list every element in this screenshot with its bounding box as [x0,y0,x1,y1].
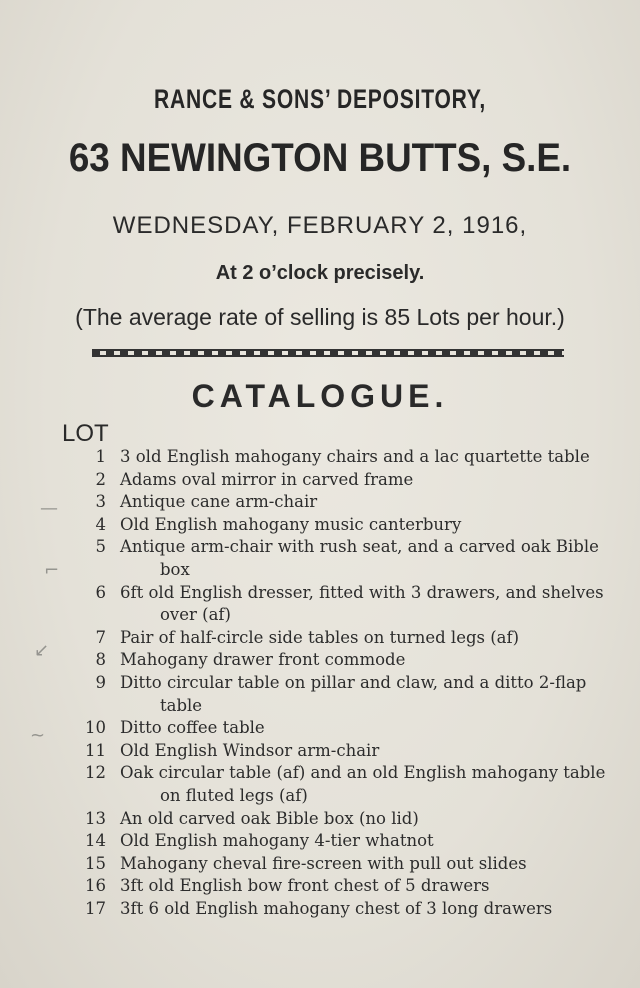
pencil-mark: — [40,498,58,519]
sale-time: At 2 o’clock precisely. [215,262,425,284]
pencil-mark: ↙ [34,640,50,661]
lot-description: Oak circular table (af) and an old English mahogany table [120,763,606,783]
lot-column-header: LOT [62,420,109,447]
lot-number: 8 [95,650,106,670]
lot-description: Antique arm-chair with rush seat, and a carved oak Bible [120,537,599,557]
lot-number: 4 [95,514,106,534]
depository-name: RANCE & SONS’ DEPOSITORY, [154,84,486,114]
lot-number: 15 [85,853,106,873]
lot-description: Old English mahogany 4-tier whatnot [120,831,434,851]
lot-description-continuation: over (af) [160,605,231,625]
lot-description: 3ft 6 old English mahogany chest of 3 long drawers [120,899,553,918]
depository-address: 63 NEWINGTON BUTTS, S.E. [68,136,572,180]
lot-number: 1 [95,447,106,466]
lot-description-continuation: on fluted legs (af) [160,786,308,805]
lot-description: An old carved oak Bible box (no lid) [120,808,419,828]
lot-number: 11 [85,740,106,760]
lot-description: Pair of half-circle side tables on turned legs (af) [120,627,520,647]
lot-number: 2 [95,469,106,489]
lot-number: 14 [85,831,106,851]
lot-description: 3 old English mahogany chairs and a lac quartette table [120,447,590,466]
lot-number: 3 [95,492,106,512]
lot-description: Old English Windsor arm-chair [120,740,380,760]
lot-number: 6 [95,582,106,602]
lot-description: Mahogany cheval fire-screen with pull out slides [120,853,527,873]
lot-description-continuation: box [160,560,190,579]
lot-description: Ditto coffee table [120,718,265,738]
lot-description: Mahogany drawer front commode [120,650,406,670]
pencil-mark: ⌐ [44,560,60,581]
lot-number: 7 [95,627,106,647]
lot-number: 13 [85,808,106,828]
lot-number: 10 [85,718,106,738]
lot-description-continuation: table [160,695,203,715]
lot-description: Adams oval mirror in carved frame [120,469,414,489]
lot-number: 12 [85,763,106,783]
lot-description: 3ft old English bow front chest of 5 drawers [120,876,490,896]
lot-number: 5 [95,537,106,557]
decorative-rule [92,348,564,358]
lot-description: Old English mahogany music canterbury [120,514,462,534]
lot-number: 9 [95,673,106,692]
catalogue-title: CATALOGUE. [191,378,449,414]
lot-description: Ditto circular table on pillar and claw, and a ditto 2-flap [120,673,587,692]
lot-number: 17 [85,899,106,918]
lot-number: 16 [85,876,106,896]
pencil-mark: ~ [30,725,46,746]
sale-date: WEDNESDAY, FEBRUARY 2, 1916, [112,212,528,239]
lot-description: Antique cane arm-chair [120,492,318,512]
lot-description: 6ft old English dresser, fitted with 3 drawers, and shelves [120,582,604,602]
selling-rate: (The average rate of selling is 85 Lots per hour.) [75,304,565,330]
